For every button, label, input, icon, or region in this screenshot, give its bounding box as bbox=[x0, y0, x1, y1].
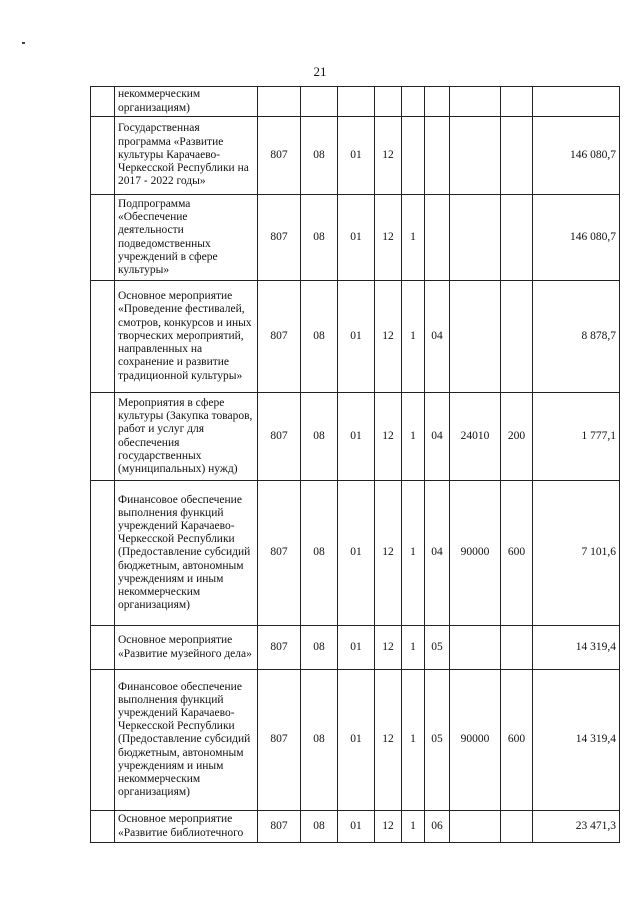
program-code-cell: 12 bbox=[375, 626, 402, 670]
activity-code-cell: 05 bbox=[425, 626, 450, 670]
subprogram-code-cell: 1 bbox=[402, 626, 425, 670]
expense-type-cell: 200 bbox=[501, 393, 533, 481]
subsection-code-cell: 01 bbox=[338, 195, 375, 281]
program-code-cell: 12 bbox=[375, 811, 402, 843]
grbs-code-cell bbox=[258, 87, 301, 117]
activity-code-cell: 04 bbox=[425, 481, 450, 626]
item-name-cell: Подпрограмма «Обеспечение деятельности подведомственных учреждений в сфере культуры» bbox=[115, 195, 258, 281]
item-name-cell: Государственная программа «Развитие культуры Карачаево-Черкесской Республики на 2017 - 2022 годы» bbox=[115, 117, 258, 195]
section-code-cell: 08 bbox=[301, 393, 338, 481]
section-code-cell: 08 bbox=[301, 670, 338, 811]
blank-cell bbox=[91, 670, 115, 811]
direction-code-cell bbox=[450, 811, 501, 843]
subsection-code-cell: 01 bbox=[338, 281, 375, 393]
activity-code-cell: 04 bbox=[425, 281, 450, 393]
grbs-code-cell: 807 bbox=[258, 393, 301, 481]
section-code-cell: 08 bbox=[301, 195, 338, 281]
amount-cell: 8 878,7 bbox=[533, 281, 620, 393]
subsection-code-cell: 01 bbox=[338, 393, 375, 481]
budget-table bbox=[90, 86, 620, 843]
item-name-cell: Мероприятия в сфере культуры (Закупка товаров, работ и услуг для обеспечения государственных (муниципальных) нужд) bbox=[115, 393, 258, 481]
item-name-cell: некоммерческим организациям) bbox=[115, 87, 258, 117]
subprogram-code-cell bbox=[402, 87, 425, 117]
table-row bbox=[91, 281, 620, 393]
budget-table-body bbox=[91, 87, 620, 843]
subsection-code-cell: 01 bbox=[338, 670, 375, 811]
activity-code-cell: 05 bbox=[425, 670, 450, 811]
program-code-cell: 12 bbox=[375, 195, 402, 281]
program-code-cell: 12 bbox=[375, 281, 402, 393]
blank-cell bbox=[91, 393, 115, 481]
amount-cell bbox=[533, 87, 620, 117]
subsection-code-cell: 01 bbox=[338, 481, 375, 626]
program-code-cell: 12 bbox=[375, 117, 402, 195]
amount-cell: 7 101,6 bbox=[533, 481, 620, 626]
activity-code-cell: 06 bbox=[425, 811, 450, 843]
program-code-cell: 12 bbox=[375, 393, 402, 481]
scan-speck bbox=[22, 42, 25, 44]
activity-code-cell bbox=[425, 195, 450, 281]
item-name-cell: Основное мероприятие «Проведение фестивалей, смотров, конкурсов и иных творческих мероприятий, направленных на сохранение и развитие традиционной культуры» bbox=[115, 281, 258, 393]
section-code-cell: 08 bbox=[301, 117, 338, 195]
section-code-cell bbox=[301, 87, 338, 117]
item-name-cell: Финансовое обеспечение выполнения функций учреждений Карачаево-Черкесской Республики (Предоставление субсидий бюджетным, автономным учреждениям и иным некоммерческим организациям) bbox=[115, 481, 258, 626]
subprogram-code-cell: 1 bbox=[402, 481, 425, 626]
amount-cell: 14 319,4 bbox=[533, 626, 620, 670]
activity-code-cell bbox=[425, 87, 450, 117]
blank-cell bbox=[91, 811, 115, 843]
expense-type-cell: 600 bbox=[501, 670, 533, 811]
direction-code-cell bbox=[450, 281, 501, 393]
grbs-code-cell: 807 bbox=[258, 195, 301, 281]
direction-code-cell bbox=[450, 87, 501, 117]
expense-type-cell: 600 bbox=[501, 481, 533, 626]
expense-type-cell bbox=[501, 117, 533, 195]
blank-cell bbox=[91, 117, 115, 195]
table-row bbox=[91, 393, 620, 481]
subprogram-code-cell: 1 bbox=[402, 670, 425, 811]
section-code-cell: 08 bbox=[301, 626, 338, 670]
subprogram-code-cell: 1 bbox=[402, 195, 425, 281]
direction-code-cell bbox=[450, 195, 501, 281]
grbs-code-cell: 807 bbox=[258, 811, 301, 843]
table-row bbox=[91, 481, 620, 626]
amount-cell: 23 471,3 bbox=[533, 811, 620, 843]
table-row bbox=[91, 87, 620, 117]
table-row bbox=[91, 811, 620, 843]
subprogram-code-cell: 1 bbox=[402, 281, 425, 393]
blank-cell bbox=[91, 195, 115, 281]
grbs-code-cell: 807 bbox=[258, 117, 301, 195]
expense-type-cell bbox=[501, 811, 533, 843]
subprogram-code-cell bbox=[402, 117, 425, 195]
grbs-code-cell: 807 bbox=[258, 281, 301, 393]
blank-cell bbox=[91, 626, 115, 670]
table-row bbox=[91, 626, 620, 670]
subprogram-code-cell: 1 bbox=[402, 811, 425, 843]
grbs-code-cell: 807 bbox=[258, 670, 301, 811]
subsection-code-cell: 01 bbox=[338, 626, 375, 670]
subsection-code-cell: 01 bbox=[338, 811, 375, 843]
expense-type-cell bbox=[501, 87, 533, 117]
direction-code-cell: 90000 bbox=[450, 670, 501, 811]
program-code-cell bbox=[375, 87, 402, 117]
expense-type-cell bbox=[501, 281, 533, 393]
table-row bbox=[91, 670, 620, 811]
activity-code-cell bbox=[425, 117, 450, 195]
program-code-cell: 12 bbox=[375, 670, 402, 811]
grbs-code-cell: 807 bbox=[258, 626, 301, 670]
amount-cell: 146 080,7 bbox=[533, 117, 620, 195]
table-row bbox=[91, 117, 620, 195]
expense-type-cell bbox=[501, 626, 533, 670]
amount-cell: 146 080,7 bbox=[533, 195, 620, 281]
activity-code-cell: 04 bbox=[425, 393, 450, 481]
direction-code-cell bbox=[450, 117, 501, 195]
item-name-cell: Основное мероприятие «Развитие музейного дела» bbox=[115, 626, 258, 670]
subsection-code-cell bbox=[338, 87, 375, 117]
amount-cell: 14 319,4 bbox=[533, 670, 620, 811]
section-code-cell: 08 bbox=[301, 481, 338, 626]
subprogram-code-cell: 1 bbox=[402, 393, 425, 481]
page-number: 21 bbox=[313, 64, 327, 79]
item-name-cell: Финансовое обеспечение выполнения функций учреждений Карачаево-Черкесской Республики (Предоставление субсидий бюджетным, автономным учреждениям и иным некоммерческим организациям) bbox=[115, 670, 258, 811]
direction-code-cell: 90000 bbox=[450, 481, 501, 626]
expense-type-cell bbox=[501, 195, 533, 281]
grbs-code-cell: 807 bbox=[258, 481, 301, 626]
section-code-cell: 08 bbox=[301, 281, 338, 393]
program-code-cell: 12 bbox=[375, 481, 402, 626]
direction-code-cell: 24010 bbox=[450, 393, 501, 481]
blank-cell bbox=[91, 87, 115, 117]
blank-cell bbox=[91, 281, 115, 393]
direction-code-cell bbox=[450, 626, 501, 670]
item-name-cell: Основное мероприятие «Развитие библиотечного bbox=[115, 811, 258, 843]
blank-cell bbox=[91, 481, 115, 626]
subsection-code-cell: 01 bbox=[338, 117, 375, 195]
section-code-cell: 08 bbox=[301, 811, 338, 843]
amount-cell: 1 777,1 bbox=[533, 393, 620, 481]
table-row bbox=[91, 195, 620, 281]
